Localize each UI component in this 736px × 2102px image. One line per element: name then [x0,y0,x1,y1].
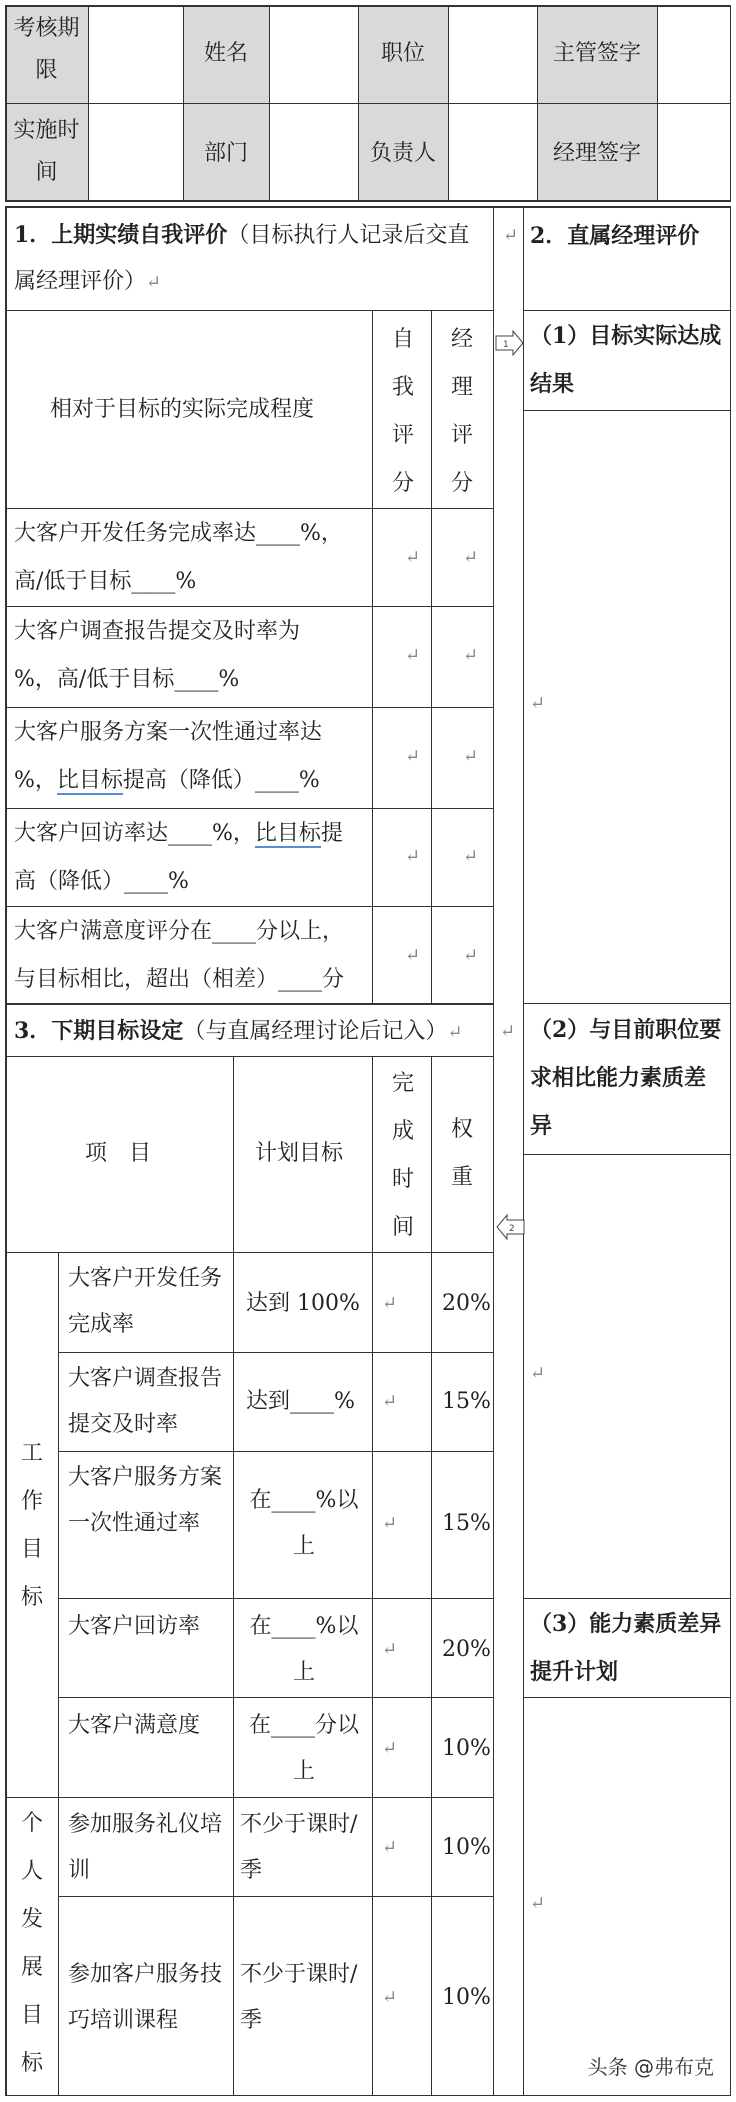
label-supervisor-sign: 主管签字 [552,41,641,66]
goal-weight-5: 10% [442,1736,491,1761]
goal-plan-5: 在____分以上 [248,1713,359,1784]
goal-plan-1: 达到 100% [246,1291,360,1316]
col-completion-time: 完成时间 [391,1071,414,1240]
goal-weight-6: 10% [442,1835,491,1860]
self-eval-row-5: 大客户满意度评分在____分以上， 与目标相比，超出（相差）____分 [14,919,345,992]
label-period: 考核期限 [13,16,80,83]
col-manager-score: 经理评分 [450,327,473,496]
goal-weight-1: 20% [442,1291,491,1316]
group-work-goals: 工作目标 [20,1441,43,1610]
label-exec-time: 实施时间 [13,118,80,185]
svg-text:1: 1 [503,340,509,350]
self-eval-row-2: 大客户调查报告提交及时率为 %，高/低于目标____% [14,619,301,692]
arrow-left-icon [495,1214,525,1240]
goal-item-5: 大客户满意度 [68,1713,201,1738]
goal-item-2: 大客户调查报告提交及时率 [68,1366,223,1437]
self-eval-row-3: 大客户服务方案一次性通过率达 %，比目标提高（降低）____% [14,720,323,793]
label-name: 姓名 [203,41,248,66]
goal-weight-7: 10% [442,1985,491,2010]
goal-plan-2: 达到____% [246,1389,355,1414]
manager-eval-plan: （3）能力素质差异提升计划 [530,1611,722,1685]
goal-weight-3: 15% [442,1511,491,1536]
self-eval-row-1: 大客户开发任务完成率达____%， 高/低于目标____% [14,521,343,594]
manager-eval-gap: （2）与目前职位要求相比能力素质差异 [530,1017,722,1139]
label-owner: 负责人 [369,141,436,166]
goal-item-1: 大客户开发任务完成率 [68,1266,223,1337]
manager-eval-result: （1）目标实际达成结果 [530,323,722,397]
goal-plan-6: 不少于课时/季 [240,1812,358,1883]
col-self-score: 自我评分 [391,327,414,496]
goal-item-7: 参加客户服务技巧培训课程 [68,1962,223,2033]
col-weight: 权重 [450,1117,473,1190]
section1-title: 1．上期实绩自我评价（目标执行人记录后交直属经理评价）↵ [14,222,470,294]
svg-text:2: 2 [509,1224,515,1234]
section2-title: 2．直属经理评价 [530,223,700,249]
goal-plan-3: 在____%以上 [249,1488,359,1559]
label-department: 部门 [203,141,248,166]
group-personal-goals: 个人发展目标 [20,1811,43,2076]
goal-plan-7: 不少于课时/季 [240,1962,358,2033]
goal-item-4: 大客户回访率 [68,1614,201,1639]
col-actual-completion: 相对于目标的实际完成程度 [50,397,315,422]
goal-weight-4: 20% [442,1637,491,1662]
section3-title: 3．下期目标设定（与直属经理讨论后记入）↵ [14,1018,463,1044]
arrow-right-icon [495,330,525,356]
self-eval-row-4: 大客户回访率达____%，比目标提 高（降低）____% [14,821,343,894]
goal-plan-4: 在____%以上 [249,1614,359,1685]
label-position: 职位 [380,41,425,66]
watermark: 头条 @弗布克 [587,2055,714,2079]
label-manager-sign: 经理签字 [552,141,641,166]
goal-item-3: 大客户服务方案一次性通过率 [68,1465,223,1536]
goal-weight-2: 15% [442,1389,491,1414]
goal-item-6: 参加服务礼仪培训 [68,1812,223,1883]
col-plan-target: 计划目标 [255,1141,344,1166]
col-item: 项 目 [85,1141,152,1166]
